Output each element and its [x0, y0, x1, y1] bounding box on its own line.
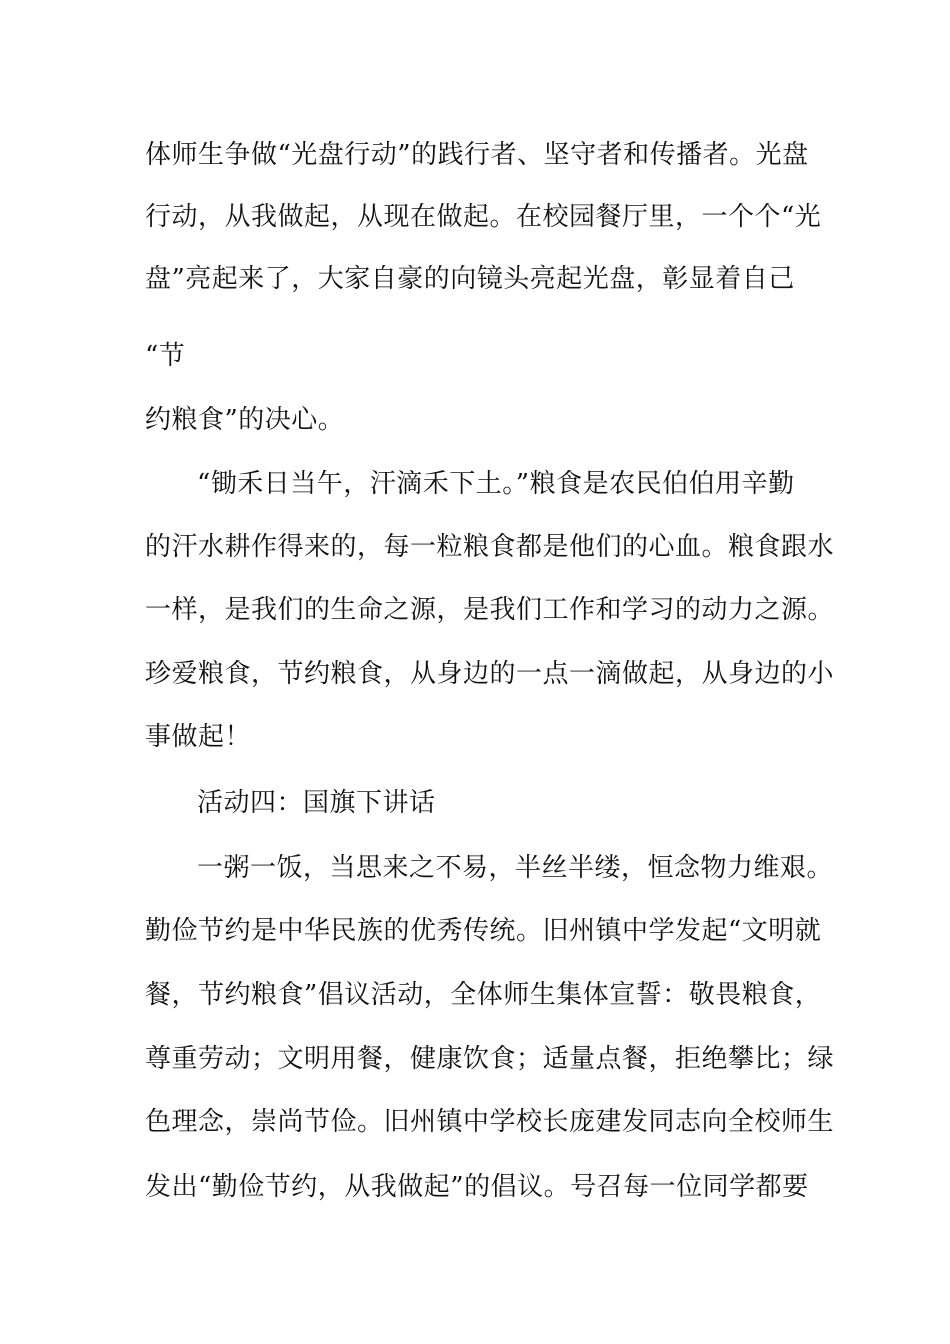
text-line: 盘”亮起来了，大家自豪的向镜头亮起光盘，彰显着自己	[145, 264, 795, 294]
text-line: 色理念，崇尚节俭。旧州镇中学校长庞建发同志向全校师生	[145, 1107, 835, 1137]
text-line: “节	[145, 341, 186, 371]
text-line: 餐，节约粮食”倡议活动，全体师生集体宣誓：敬畏粮食，	[145, 980, 822, 1010]
paragraph-start-line: 一粥一饭，当思来之不易，半丝半缕，恒念物力维艰。	[197, 853, 834, 883]
section-heading: 活动四：国旗下讲话	[197, 788, 436, 818]
text-line: 发出“勤俭节约，从我做起”的倡议。号召每一位同学都要	[145, 1172, 809, 1202]
text-line: 珍爱粮食，节约粮食，从身边的一点一滴做起，从身边的小	[145, 659, 835, 689]
text-line: 体师生争做“光盘行动”的践行者、坚守者和传播者。光盘	[145, 140, 809, 170]
text-line: 尊重劳动；文明用餐，健康饮食；适量点餐，拒绝攀比；绿	[145, 1044, 835, 1074]
text-line: 一样，是我们的生命之源，是我们工作和学习的动力之源。	[145, 595, 835, 625]
text-line: 勤俭节约是中华民族的优秀传统。旧州镇中学发起“文明就	[145, 916, 822, 946]
text-line: 约粮食”的决心。	[145, 405, 345, 435]
paragraph-start-line: “锄禾日当午，汗滴禾下土。”粮食是农民伯伯用辛勤	[197, 469, 795, 499]
text-line: 行动，从我做起，从现在做起。在校园餐厅里，一个个“光	[145, 202, 822, 232]
text-line: 的汗水耕作得来的，每一粒粮食都是他们的心血。粮食跟水	[145, 532, 835, 562]
text-line: 事做起！	[145, 722, 252, 752]
